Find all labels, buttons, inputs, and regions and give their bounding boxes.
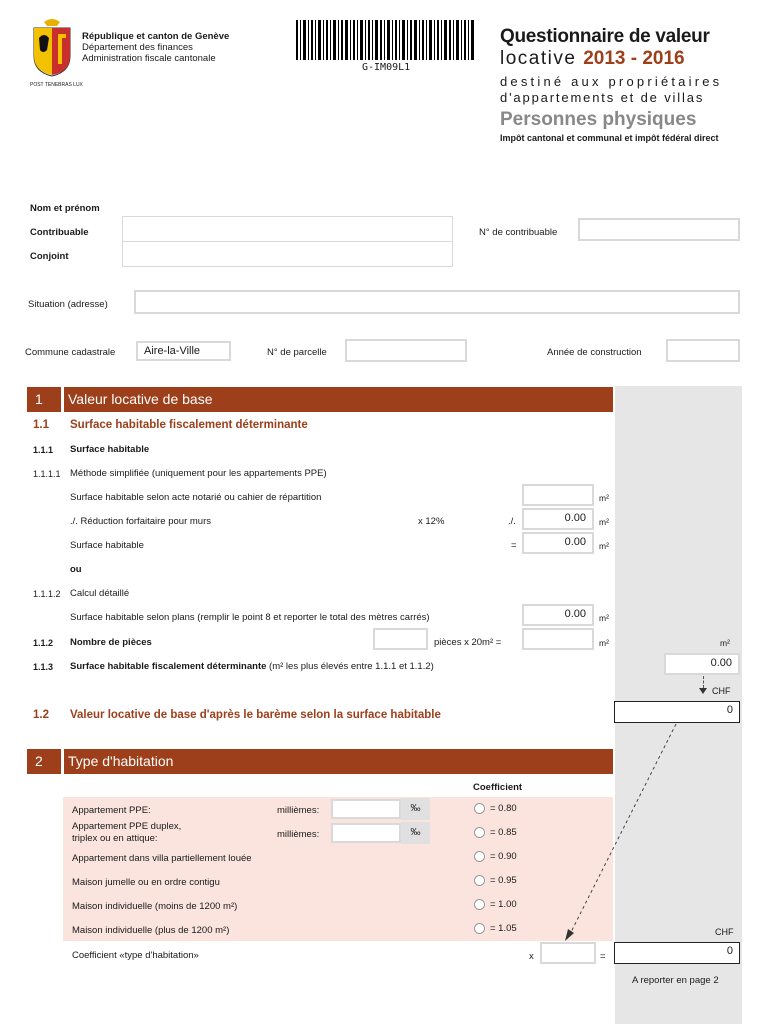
commune-input[interactable]: Aire-la-Ville bbox=[136, 341, 231, 361]
s1111-num: 1.1.1.1 bbox=[33, 469, 61, 479]
parcelle-input[interactable] bbox=[345, 339, 467, 362]
taxpayer-no-label: N° de contribuable bbox=[479, 227, 558, 238]
surface-op: = bbox=[511, 540, 517, 551]
s1111-title: Méthode simplifiée (uniquement pour les appartements PPE) bbox=[70, 468, 327, 479]
annee-input[interactable] bbox=[666, 339, 740, 362]
motto: POST TENEBRAS LUX bbox=[30, 82, 83, 88]
type-coef-5: = 1.00 bbox=[490, 899, 517, 910]
s112-title: Nombre de pièces bbox=[70, 637, 152, 648]
form-code: G-IM09L1 bbox=[362, 62, 411, 73]
type-label-2a: Appartement PPE duplex, bbox=[72, 821, 182, 832]
title-line-2 bbox=[500, 48, 685, 70]
geneva-coat-of-arms bbox=[30, 16, 74, 78]
milliemes-input-1[interactable] bbox=[331, 799, 401, 819]
reduction-unit: m² bbox=[599, 517, 609, 527]
title-word: locative bbox=[500, 48, 577, 69]
gov-line-2: Département des finances bbox=[82, 42, 193, 53]
type-label-5: Maison individuelle (moins de 1200 m²) bbox=[72, 901, 238, 912]
milliemes-input-2[interactable] bbox=[331, 823, 401, 843]
plans-output: 0.00 bbox=[522, 604, 594, 626]
s113-label bbox=[70, 661, 434, 673]
contribuable-label: Contribuable bbox=[30, 227, 89, 238]
type-radio-5[interactable] bbox=[474, 899, 485, 910]
persons-title: Personnes physiques bbox=[500, 109, 697, 130]
pieces-formula: pièces x 20m² = bbox=[434, 637, 502, 648]
permille-1: ‰ bbox=[401, 798, 430, 820]
s111-num: 1.1.1 bbox=[33, 445, 54, 455]
type-label-6: Maison individuelle (plus de 1200 m²) bbox=[72, 925, 230, 936]
pieces-unit: m² bbox=[599, 638, 609, 648]
type-label-4: Maison jumelle ou en ordre contigu bbox=[72, 877, 220, 888]
coef-multiply: x bbox=[529, 951, 534, 962]
type-coef-3: = 0.90 bbox=[490, 851, 517, 862]
parcelle-label: N° de parcelle bbox=[267, 347, 327, 358]
section-1-header bbox=[27, 387, 613, 412]
subtitle-line-2: d'appartements et de villas bbox=[500, 90, 705, 105]
section-2-title: Type d'habitation bbox=[68, 753, 174, 769]
surface-label: Surface habitable bbox=[70, 540, 144, 551]
type-coef-6: = 1.05 bbox=[490, 923, 517, 934]
s1112-num: 1.1.1.2 bbox=[33, 589, 61, 599]
down-arrow-icon bbox=[699, 688, 707, 694]
tax-line: Impôt cantonal et communal et impôt fédéral direct bbox=[500, 133, 719, 143]
type-radio-1[interactable] bbox=[474, 803, 485, 814]
s113-num: 1.1.3 bbox=[33, 662, 54, 672]
coef-type-output bbox=[540, 942, 596, 964]
s2-result-output: 0 bbox=[614, 942, 740, 964]
name-label: Nom et prénom bbox=[30, 203, 100, 214]
reduction-label: ./. Réduction forfaitaire pour murs bbox=[70, 516, 211, 527]
conjoint-label: Conjoint bbox=[30, 251, 69, 262]
section-2-header bbox=[27, 749, 613, 774]
surface-unit: m² bbox=[599, 541, 609, 551]
milliemes-label-1: millièmes: bbox=[277, 805, 320, 816]
type-radio-2[interactable] bbox=[474, 827, 485, 838]
subtitle-line-1: destiné aux propriétaires bbox=[500, 74, 723, 89]
acte-input[interactable] bbox=[522, 484, 594, 506]
or-label: ou bbox=[70, 564, 82, 575]
s113-down-arrow-line bbox=[703, 676, 705, 688]
reduction-output: 0.00 bbox=[522, 508, 594, 530]
annee-label: Année de construction bbox=[547, 347, 642, 358]
section-2-number: 2 bbox=[35, 753, 43, 769]
section-1-title: Valeur locative de base bbox=[68, 391, 213, 407]
situation-label: Situation (adresse) bbox=[28, 299, 108, 310]
s11-title: Surface habitable fiscalement déterminante bbox=[70, 419, 308, 431]
pieces-output bbox=[522, 628, 594, 650]
plans-unit: m² bbox=[599, 613, 609, 623]
section-1-number: 1 bbox=[35, 391, 43, 407]
s12-output: 0 bbox=[614, 701, 740, 723]
type-coef-2: = 0.85 bbox=[490, 827, 517, 838]
surface-output: 0.00 bbox=[522, 532, 594, 554]
barcode bbox=[296, 20, 476, 60]
pieces-input[interactable] bbox=[373, 628, 428, 650]
s113-note: (m² les plus élevés entre 1.1.1 et 1.1.2) bbox=[269, 661, 434, 672]
s111-title: Surface habitable bbox=[70, 444, 150, 455]
reduction-rate: x 12% bbox=[418, 516, 445, 527]
title-years: 2013 - 2016 bbox=[583, 48, 685, 69]
commune-label: Commune cadastrale bbox=[25, 347, 116, 358]
gov-line-1: République et canton de Genève bbox=[82, 31, 230, 42]
type-label-1: Appartement PPE: bbox=[72, 805, 151, 816]
type-radio-4[interactable] bbox=[474, 875, 485, 886]
type-coef-1: = 0.80 bbox=[490, 803, 517, 814]
coef-equals: = bbox=[600, 951, 606, 962]
connector-arrow-icon bbox=[560, 722, 680, 944]
acte-label: Surface habitable selon acte notarié ou cahier de répartition bbox=[70, 492, 322, 503]
contribuable-input[interactable] bbox=[123, 217, 452, 241]
conjoint-input[interactable] bbox=[123, 242, 452, 266]
section-1-separator bbox=[61, 387, 64, 412]
s113-unit: m² bbox=[720, 638, 730, 648]
taxpayer-no-input[interactable] bbox=[578, 218, 740, 241]
s112-num: 1.1.2 bbox=[33, 638, 54, 648]
s12-num: 1.2 bbox=[33, 709, 49, 721]
s2-chf: CHF bbox=[715, 927, 734, 937]
coef-header: Coefficient bbox=[473, 782, 523, 793]
s113-title: Surface habitable fiscalement déterminante bbox=[70, 661, 267, 672]
type-radio-3[interactable] bbox=[474, 851, 485, 862]
s1112-title: Calcul détaillé bbox=[70, 588, 130, 599]
report-note: A reporter en page 2 bbox=[632, 975, 719, 986]
section-2-separator bbox=[61, 749, 64, 774]
coef-type-label: Coefficient «type d'habitation» bbox=[72, 950, 199, 961]
acte-unit: m² bbox=[599, 493, 609, 503]
type-label-3: Appartement dans villa partiellement louée bbox=[72, 853, 252, 864]
milliemes-label-2: millièmes: bbox=[277, 829, 320, 840]
reduction-op: ./. bbox=[508, 516, 516, 527]
s113-output: 0.00 bbox=[664, 653, 740, 675]
type-coef-4: = 0.95 bbox=[490, 875, 517, 886]
s12-chf: CHF bbox=[712, 686, 731, 696]
situation-input[interactable] bbox=[134, 290, 740, 314]
plans-label: Surface habitable selon plans (remplir le point 8 et reporter le total des mètres carrés) bbox=[70, 612, 430, 623]
gov-line-3: Administration fiscale cantonale bbox=[82, 53, 216, 64]
type-radio-6[interactable] bbox=[474, 923, 485, 934]
type-label-2b: triplex ou en attique: bbox=[72, 833, 158, 844]
s11-num: 1.1 bbox=[33, 419, 49, 431]
title-line-1: Questionnaire de valeur bbox=[500, 26, 710, 47]
s12-title: Valeur locative de base d'après le barème selon la surface habitable bbox=[70, 709, 441, 721]
permille-2: ‰ bbox=[401, 822, 430, 844]
